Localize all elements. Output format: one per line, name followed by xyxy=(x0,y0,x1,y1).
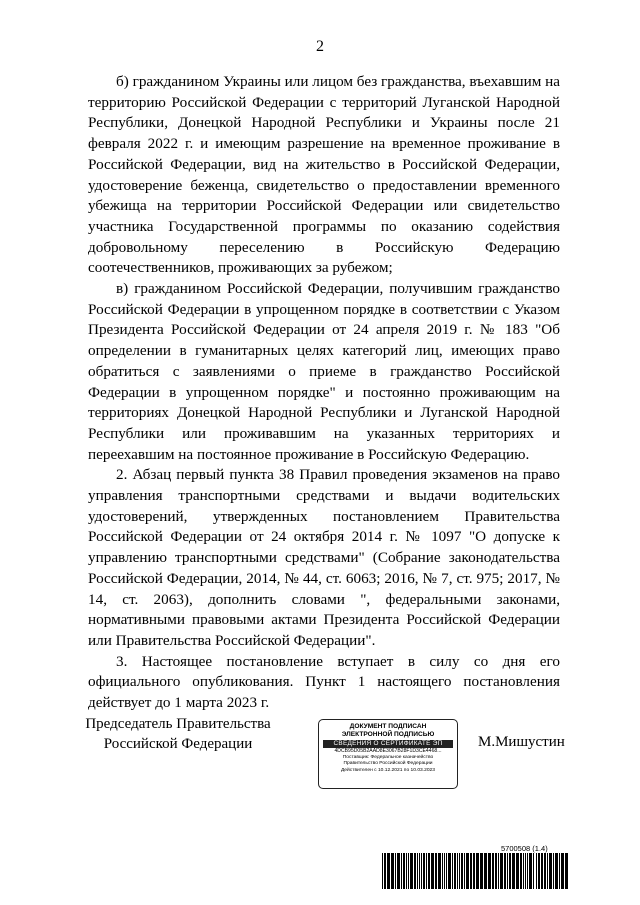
paragraph-v: в) гражданином Российской Федерации, получившим гражданство Российской Федерации в упрощенном порядке в соответствии с Указом Президента Российской Федерации от 24 апреля 2019 г. № 183 "Об определении в гуманитарных целях категорий лиц, имеющих право обратиться с заявлениями о приеме в гражданство Российской Федерации в упрощенном порядке" и постоянно проживающим на территориях Донецкой Народной Республики и Луганской Народной Республики или проживавшим на указанных территориях и переехавшим на постоянное проживание в Российскую Федерацию. xyxy=(88,280,560,463)
stamp-heading-1: ДОКУМЕНТ ПОДПИСАН xyxy=(349,723,427,730)
barcode-icon xyxy=(382,853,568,889)
paragraph-3: 3. Настоящее постановление вступает в силу со дня его официального опубликования. Пункт 1 настоящего постановления действует до 1 марта 2023 г. xyxy=(88,652,560,712)
electronic-signature-stamp xyxy=(318,719,458,789)
stamp-certificate-id: 4DCB95D05B2AAD8E3067B28F1D3CE4468... xyxy=(334,748,442,754)
paragraph-b: б) гражданином Украины или лицом без гражданства, въехавшим на территорию Российской Федерации с территорий Луганской Народной Республики, Донецкой Народной Республики и Украины после 21 февраля 2022 г. и имеющим разрешение на временное проживание в Российской Федерации, вид на жительство в Российской Федерации, удостоверение беженца, свидетельство о предоставлении временного убежища на территории Российской Федерации или свидетельство участника Государственной программы по оказанию содействия добровольному переселению в Российскую Федерацию соотечественников, проживающих за рубежом; xyxy=(88,73,560,277)
document-body xyxy=(88,72,560,714)
stamp-owner: Правительство Российской Федерации xyxy=(343,761,433,767)
signer-title-line2: Российской Федерации xyxy=(103,736,253,752)
paragraph-2: 2. Абзац первый пункта 38 Правил проведения экзаменов на право управления транспортными средствами и выдачи водительских удостоверений, утвержденных постановлением Правительства Российской Федерации от 24 октября 2014 г. № 1097 "О допуске к управлению транспортными средствами" (Собрание законодательства Российской Федерации, 2014, № 44, ст. 6063; 2016, № 7, ст. 975; 2017, № 14, ст. 2063), дополнить словами ", федеральными законами, нормативными правовыми актами Президента Российской Федерации или Правительства Российской Федерации". xyxy=(88,466,560,649)
stamp-certificate-banner: СВЕДЕНИЯ О СЕРТИФИКАТЕ ЭП xyxy=(323,740,453,748)
stamp-heading-2: ЭЛЕКТРОННОЙ ПОДПИСЬЮ xyxy=(341,731,435,738)
signer-title xyxy=(83,714,273,754)
stamp-issuer: Поставщик: Федеральное казначейство xyxy=(342,755,434,760)
signer-name: М.Мишустин xyxy=(478,734,565,750)
signer-title-line1: Председатель Правительства xyxy=(85,716,271,732)
page-number: 2 xyxy=(316,38,324,55)
stamp-validity: Действителен с 10.12.2021 по 10.03.2023 xyxy=(341,767,435,773)
barcode-label: 5700508 (1.4) xyxy=(501,844,548,853)
